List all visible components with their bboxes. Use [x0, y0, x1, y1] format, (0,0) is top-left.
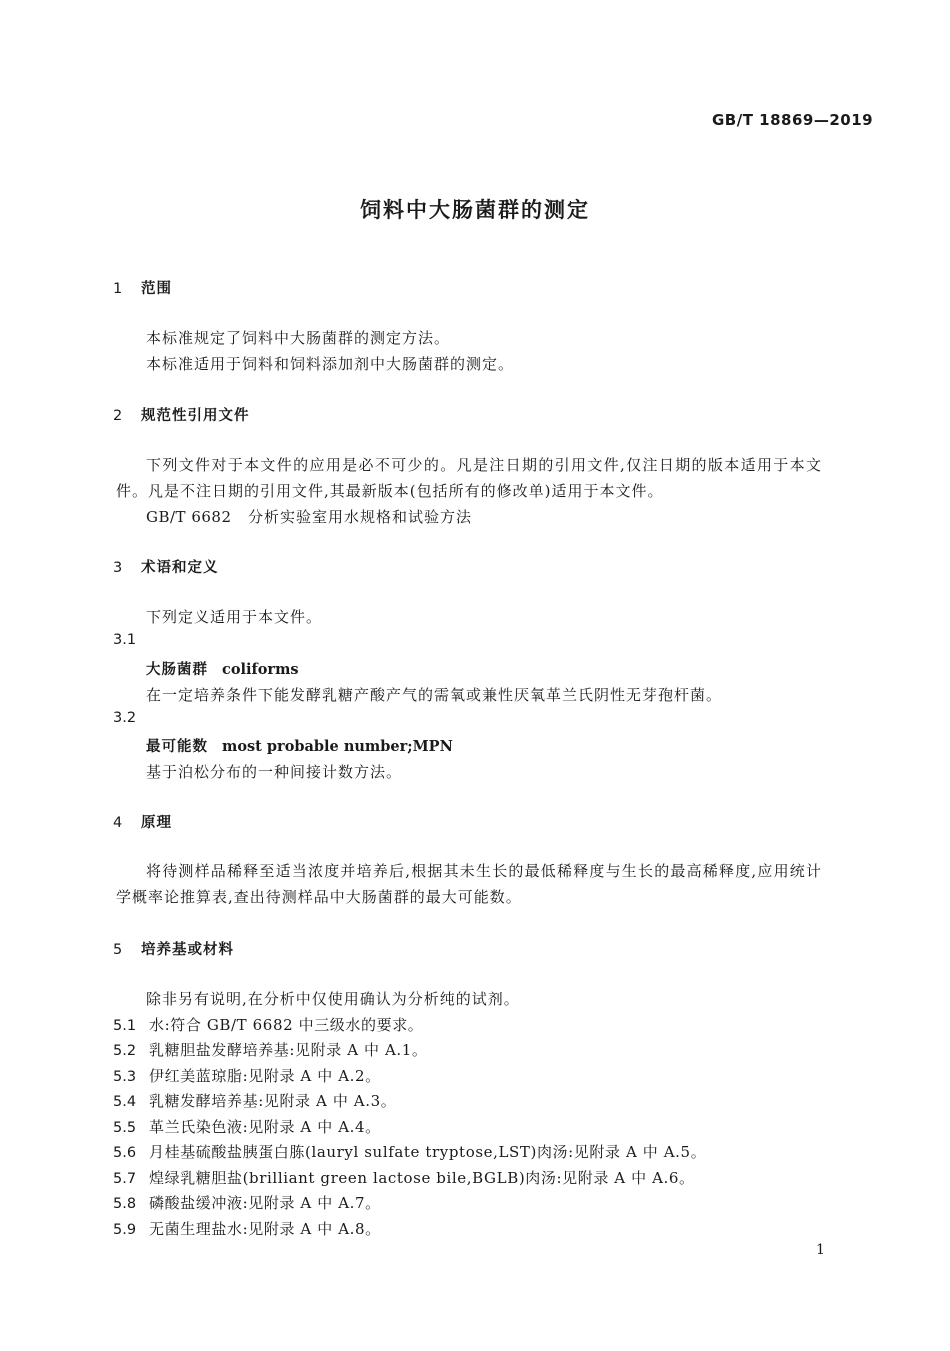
item-text: 水:符合 GB/T 6682 中三级水的要求。: [149, 1016, 424, 1034]
term-english-name: coliforms: [222, 661, 299, 678]
material-item: [113, 1090, 396, 1111]
section-4-paragraph-1: 将待测样品稀释至适当浓度并培养后,根据其未生长的最低稀释度与生长的最高稀释度,应用统计学概率论推算表,查出待测样品中大肠菌群的最大可能数。: [116, 862, 822, 906]
item-text: 煌绿乳糖胆盐(brilliant green lactose bile,BGLB)肉汤:见附录 A 中 A.6。: [149, 1169, 695, 1187]
section-title: 术语和定义: [141, 560, 219, 576]
section-number: 5: [113, 942, 124, 958]
section-1-paragraph-2: 本标准适用于饲料和饲料添加剂中大肠菌群的测定。: [146, 355, 515, 373]
section-1-paragraph-1: 本标准规定了饲料中大肠菌群的测定方法。: [146, 329, 451, 347]
section-2-paragraph-1: 下列文件对于本文件的应用是必不可少的。凡是注日期的引用文件,仅注日期的版本适用于本文件。凡是不注日期的引用文件,其最新版本(包括所有的修改单)适用于本文件。: [116, 456, 822, 500]
reference-code: GB/T 6682: [146, 508, 232, 526]
term-name: 最可能数: [146, 739, 208, 755]
material-item: [113, 1218, 381, 1239]
item-text: 磷酸盐缓冲液:见附录 A 中 A.7。: [149, 1194, 381, 1212]
term-3-1-number: 3.1: [113, 632, 137, 648]
section-2-heading: [113, 404, 250, 425]
section-title: 培养基或材料: [141, 942, 234, 958]
reference-title: 分析实验室用水规格和试验方法: [248, 508, 473, 526]
standard-number: GB/T 18869—2019: [712, 111, 874, 129]
section-3-paragraph-1: 下列定义适用于本文件。: [146, 608, 323, 626]
item-text: 乳糖发酵培养基:见附录 A 中 A.3。: [149, 1092, 397, 1110]
term-3-1-definition: 在一定培养条件下能发酵乳糖产酸产气的需氧或兼性厌氧革兰氏阴性无芽孢杆菌。: [146, 686, 723, 704]
item-text: 革兰氏染色液:见附录 A 中 A.4。: [149, 1118, 381, 1136]
section-title: 原理: [141, 815, 172, 831]
material-item: [113, 1192, 381, 1213]
material-item: [113, 1014, 423, 1035]
material-item: [113, 1065, 381, 1086]
document-title: 饲料中大肠菌群的测定: [360, 198, 590, 222]
item-text: 伊红美蓝琼脂:见附录 A 中 A.2。: [149, 1067, 381, 1085]
term-3-2-number: 3.2: [113, 710, 137, 726]
section-5-heading: [113, 938, 234, 959]
term-3-1-heading: [146, 658, 299, 679]
section-4-heading: [113, 811, 172, 832]
term-english-name: most probable number;MPN: [222, 738, 453, 755]
term-3-2-definition: 基于泊松分布的一种间接计数方法。: [146, 763, 403, 781]
normative-reference: [146, 506, 472, 527]
term-3-2-heading: [146, 735, 453, 756]
section-title: 范围: [141, 281, 172, 297]
material-item: [113, 1141, 706, 1162]
item-number: 5.9: [113, 1222, 137, 1238]
item-text: 月桂基硫酸盐胰蛋白胨(lauryl sulfate tryptose,LST)肉汤:见附录 A 中 A.5。: [149, 1143, 707, 1161]
item-number: 5.1: [113, 1018, 137, 1034]
section-number: 3: [113, 560, 124, 576]
material-item: [113, 1116, 381, 1137]
section-3-heading: [113, 556, 219, 577]
item-number: 5.4: [113, 1094, 137, 1110]
item-number: 5.3: [113, 1069, 137, 1085]
item-text: 无菌生理盐水:见附录 A 中 A.8。: [149, 1220, 381, 1238]
item-number: 5.5: [113, 1120, 137, 1136]
item-number: 5.8: [113, 1196, 137, 1212]
section-5-paragraph-1: 除非另有说明,在分析中仅使用确认为分析纯的试剂。: [146, 990, 520, 1008]
section-number: 4: [113, 815, 124, 831]
section-title: 规范性引用文件: [141, 408, 250, 424]
item-number: 5.7: [113, 1171, 137, 1187]
material-item: [113, 1167, 695, 1188]
section-1-heading: [113, 277, 172, 298]
page-number: 1: [816, 1242, 825, 1258]
material-item: [113, 1039, 428, 1060]
term-name: 大肠菌群: [146, 662, 208, 678]
section-number: 1: [113, 281, 124, 297]
section-number: 2: [113, 408, 124, 424]
item-text: 乳糖胆盐发酵培养基:见附录 A 中 A.1。: [149, 1041, 428, 1059]
item-number: 5.2: [113, 1043, 137, 1059]
item-number: 5.6: [113, 1145, 137, 1161]
